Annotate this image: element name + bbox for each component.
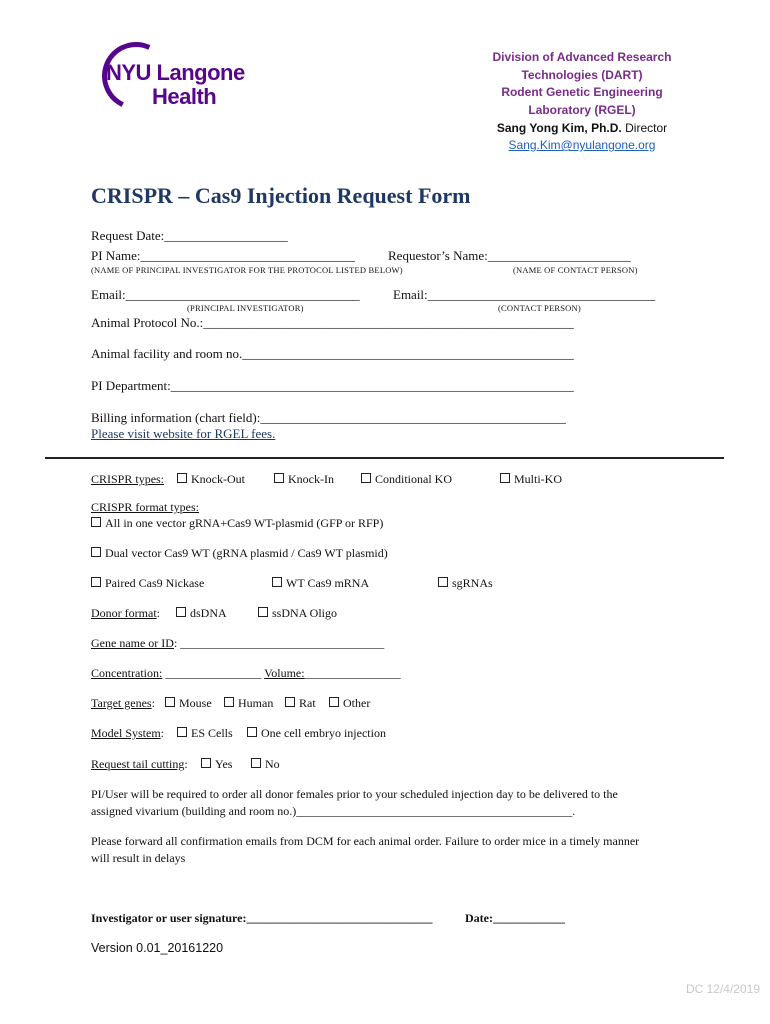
contact-email-field[interactable]: Email:___________________________________ bbox=[393, 287, 656, 302]
header-rodent: Rodent Genetic Engineering bbox=[501, 85, 663, 99]
checkbox-icon bbox=[91, 517, 101, 527]
model-system-row: Model System: bbox=[91, 726, 165, 740]
pi-email-note: (PRINCIPAL INVESTIGATOR) bbox=[187, 303, 304, 313]
option-label: Paired Cas9 Nickase bbox=[105, 576, 205, 590]
checkbox-paired-nickase[interactable] bbox=[91, 576, 204, 591]
checkbox-dual-vector[interactable] bbox=[91, 546, 388, 561]
checkbox-icon bbox=[247, 727, 257, 737]
gene-name-line: : __________________________________ bbox=[173, 636, 385, 650]
checkbox-icon bbox=[274, 473, 284, 483]
pi-email-field[interactable]: Email:____________________________________ bbox=[91, 287, 360, 302]
checkbox-conditional-ko[interactable] bbox=[361, 472, 452, 487]
checkbox-ssdna-oligo[interactable] bbox=[258, 606, 337, 621]
checkbox-wt-cas9-mrna[interactable] bbox=[272, 576, 369, 591]
option-label: No bbox=[265, 757, 280, 771]
checkbox-knock-out[interactable] bbox=[177, 472, 245, 487]
checkbox-icon bbox=[201, 758, 211, 768]
forward-note-line-2: will result in delays bbox=[91, 851, 186, 865]
contact-name-note: (NAME OF CONTACT PERSON) bbox=[513, 265, 638, 275]
option-label: dsDNA bbox=[190, 606, 227, 620]
checkbox-es-cells[interactable] bbox=[177, 726, 233, 741]
checkbox-yes[interactable] bbox=[201, 757, 232, 772]
logo-line-1: NYU Langone bbox=[106, 60, 245, 85]
checkbox-other[interactable] bbox=[329, 696, 370, 711]
contact-email-note: (CONTACT PERSON) bbox=[498, 303, 581, 313]
checkbox-human[interactable] bbox=[224, 696, 273, 711]
concentration-volume-row[interactable] bbox=[91, 666, 401, 681]
checkbox-all-in-one[interactable] bbox=[91, 516, 383, 531]
animal-protocol-field[interactable]: Animal Protocol No.:_________________________________________________________ bbox=[91, 315, 574, 330]
volume-label: Volume: bbox=[264, 666, 305, 680]
option-label: Knock-In bbox=[288, 472, 334, 486]
option-label: Mouse bbox=[179, 696, 212, 710]
header-director bbox=[452, 121, 712, 135]
checkbox-icon bbox=[165, 697, 175, 707]
director-title: Director bbox=[625, 121, 668, 135]
checkbox-icon bbox=[91, 577, 101, 587]
option-label: ssDNA Oligo bbox=[272, 606, 338, 620]
checkbox-icon bbox=[177, 473, 187, 483]
option-label: Other bbox=[343, 696, 371, 710]
header-lab: Laboratory (RGEL) bbox=[528, 103, 636, 117]
volume-line: ________________ bbox=[304, 666, 401, 680]
checkbox-multi-ko[interactable] bbox=[500, 472, 562, 487]
donor-note-line-1: PI/User will be required to order all donor females prior to your scheduled injection day to be delivered to the bbox=[91, 787, 618, 801]
format-types-label: CRISPR format types: bbox=[91, 500, 200, 514]
pi-name-field[interactable]: PI Name:_________________________________ bbox=[91, 248, 355, 263]
checkbox-icon bbox=[177, 727, 187, 737]
director-name: Sang Yong Kim, Ph.D. bbox=[496, 121, 622, 135]
tail-cutting-row: Request tail cutting: bbox=[91, 757, 188, 771]
checkbox-icon bbox=[285, 697, 295, 707]
option-label: Rat bbox=[299, 696, 316, 710]
tail-cutting-label: Request tail cutting bbox=[91, 757, 185, 771]
checkbox-icon bbox=[329, 697, 339, 707]
request-date-field[interactable]: Request Date:___________________ bbox=[91, 228, 288, 243]
option-label: One cell embryo injection bbox=[261, 726, 386, 740]
crispr-types-label: CRISPR types: bbox=[91, 472, 165, 486]
nyu-langone-logo bbox=[100, 38, 270, 118]
gene-name-label: Gene name or ID bbox=[91, 636, 174, 650]
target-genes-label: Target genes bbox=[91, 696, 152, 710]
director-email-link[interactable]: Sang.Kim@nyulangone.org bbox=[508, 138, 656, 152]
option-label: Dual vector Cas9 WT (gRNA plasmid / Cas9 WT plasmid) bbox=[105, 546, 388, 560]
checkbox-icon bbox=[91, 547, 101, 557]
option-label: Yes bbox=[215, 757, 233, 771]
checkbox-icon bbox=[224, 697, 234, 707]
forward-note-line-1: Please forward all confirmation emails from DCM for each animal order. Failure to order mice in a timely manner bbox=[91, 834, 640, 848]
option-label: ES Cells bbox=[191, 726, 233, 740]
option-label: Human bbox=[238, 696, 274, 710]
checkbox-icon bbox=[251, 758, 261, 768]
form-title: CRISPR – Cas9 Injection Request Form bbox=[91, 183, 471, 208]
section-divider bbox=[45, 457, 724, 459]
rgel-fees-link[interactable]: Please visit website for RGEL fees. bbox=[91, 426, 276, 441]
option-label: Multi-KO bbox=[514, 472, 562, 486]
gene-name-field[interactable] bbox=[91, 636, 384, 651]
option-label: WT Cas9 mRNA bbox=[286, 576, 370, 590]
checkbox-mouse[interactable] bbox=[165, 696, 212, 711]
checkbox-sgrnas[interactable] bbox=[438, 576, 493, 591]
option-label: sgRNAs bbox=[452, 576, 493, 590]
option-label: Conditional KO bbox=[375, 472, 452, 486]
checkbox-icon bbox=[176, 607, 186, 617]
header-division: Division of Advanced Research bbox=[492, 50, 672, 64]
target-genes-row: Target genes: bbox=[91, 696, 155, 710]
checkbox-icon bbox=[438, 577, 448, 587]
checkbox-icon bbox=[258, 607, 268, 617]
model-system-label: Model System bbox=[91, 726, 161, 740]
checkbox-no[interactable] bbox=[251, 757, 280, 772]
signature-field[interactable]: Investigator or user signature:_______________________________ bbox=[91, 911, 433, 925]
checkbox-icon bbox=[272, 577, 282, 587]
animal-facility-field[interactable]: Animal facility and room no.___________________________________________________ bbox=[91, 346, 574, 361]
checkbox-knock-in[interactable] bbox=[274, 472, 334, 487]
concentration-line: ________________ bbox=[162, 666, 265, 680]
pi-name-note: (NAME OF PRINCIPAL INVESTIGATOR FOR THE PROTOCOL LISTED BELOW) bbox=[91, 265, 403, 275]
checkbox-icon bbox=[361, 473, 371, 483]
checkbox-icon bbox=[500, 473, 510, 483]
checkbox-dsdna[interactable] bbox=[176, 606, 227, 621]
header-technologies: Technologies (DART) bbox=[521, 68, 643, 82]
pi-department-field[interactable]: PI Department:______________________________________________________________ bbox=[91, 378, 574, 393]
date-field[interactable]: Date:____________ bbox=[465, 911, 565, 925]
billing-field[interactable]: Billing information (chart field):_______________________________________________ bbox=[91, 410, 566, 425]
donor-format-label: Donor format bbox=[91, 606, 157, 620]
checkbox-one-cell-embryo[interactable] bbox=[247, 726, 386, 741]
checkbox-rat[interactable] bbox=[285, 696, 316, 711]
logo-line-2: Health bbox=[152, 84, 217, 109]
donor-format-row: Donor format: bbox=[91, 606, 160, 620]
concentration-label: Concentration: bbox=[91, 666, 163, 680]
date-stamp: DC 12/4/2019 bbox=[685, 982, 760, 996]
donor-note-line-2[interactable]: assigned vivarium (building and room no.)______________________________________________. bbox=[91, 804, 576, 818]
option-label: All in one vector gRNA+Cas9 WT-plasmid (GFP or RFP) bbox=[105, 516, 384, 530]
requestor-name-field[interactable]: Requestor’s Name:______________________ bbox=[388, 248, 631, 263]
option-label: Knock-Out bbox=[191, 472, 245, 486]
version-label: Version 0.01_20161220 bbox=[91, 941, 224, 955]
